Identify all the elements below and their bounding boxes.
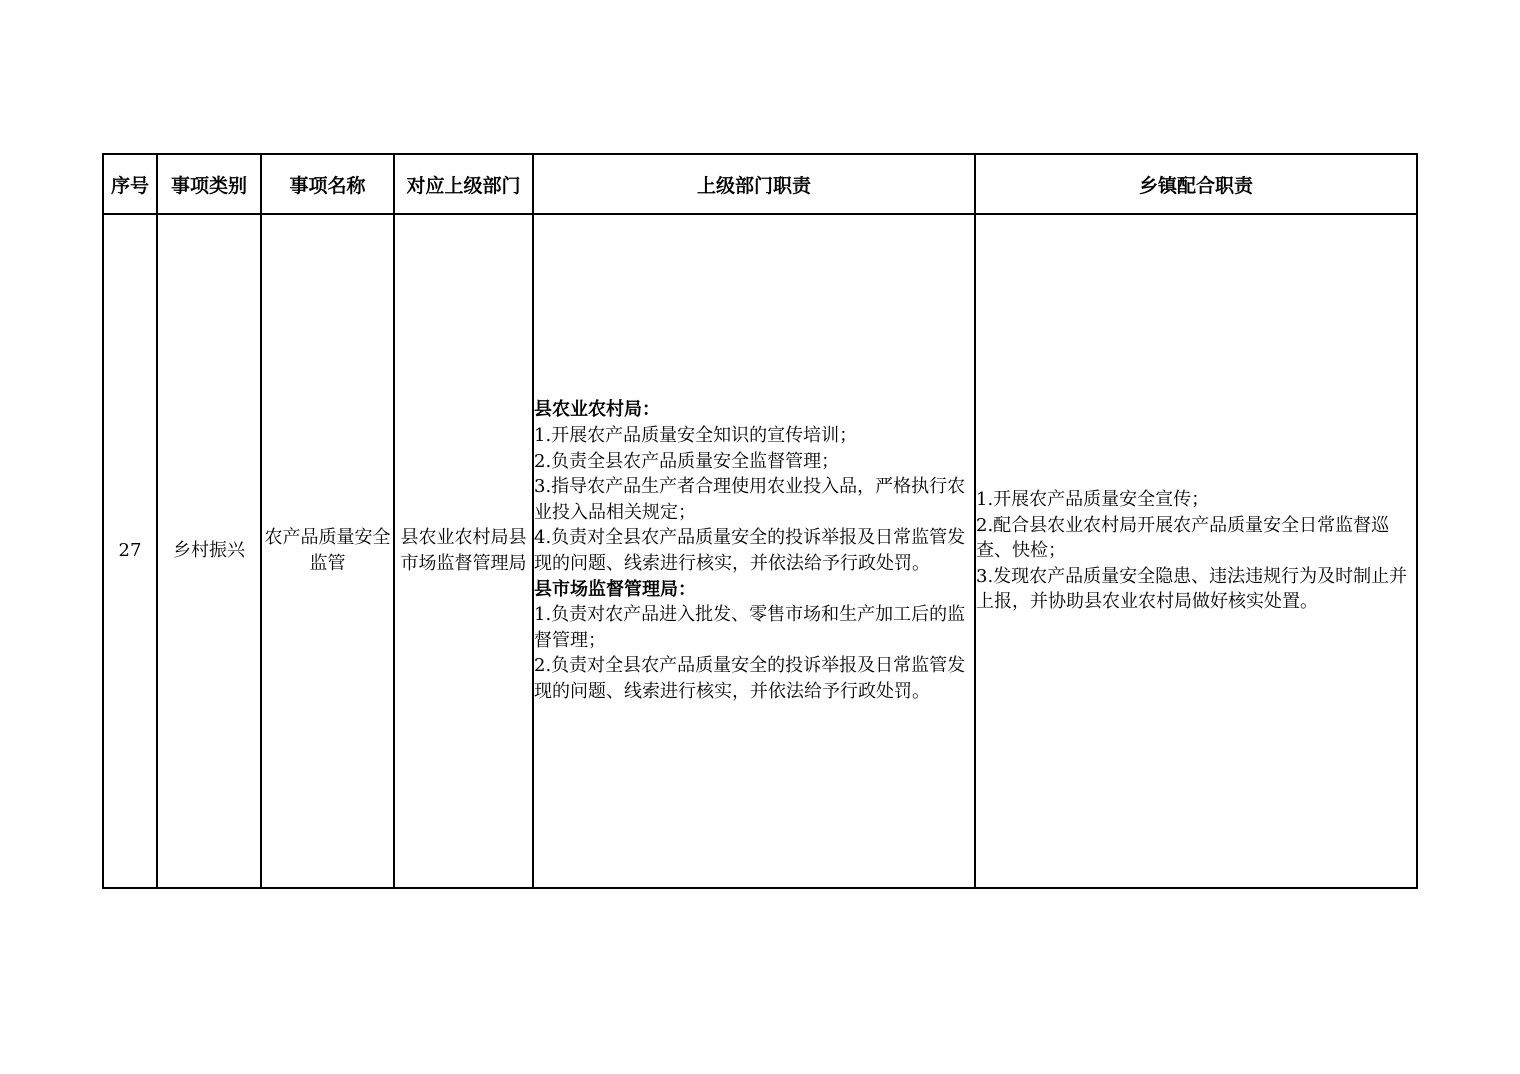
header-dept: 对应上级部门	[394, 154, 533, 214]
table-row	[103, 214, 1417, 888]
header-category: 事项类别	[157, 154, 261, 214]
cell-name: 农产品质量安全监管	[261, 214, 394, 888]
header-township-duties: 乡镇配合职责	[975, 154, 1417, 214]
cell-township-duties	[975, 214, 1417, 888]
header-name: 事项名称	[261, 154, 394, 214]
township-duty-item: 2.配合县农业农村局开展农产品质量安全日常监督巡查、快检；	[976, 514, 1390, 562]
superior-block1-item: 1.开展农产品质量安全知识的宣传培训；	[534, 425, 858, 447]
superior-block2-item: 1.负责对农产品进入批发、零售市场和生产加工后的监督管理；	[534, 604, 966, 651]
superior-block2-title: 县市场监督管理局：	[534, 578, 696, 600]
superior-block2-item: 2.负责对全县农产品质量安全的投诉举报及日常监管发现的问题、线索进行核实，并依法给予行政处罚。	[534, 655, 966, 702]
cell-seq: 27	[103, 214, 157, 888]
township-duty-item: 1.开展农产品质量安全宣传；	[976, 489, 1210, 511]
cell-superior-duties	[533, 214, 975, 888]
header-row	[103, 154, 1417, 214]
header-seq: 序号	[103, 154, 157, 214]
cell-category: 乡村振兴	[157, 214, 261, 888]
duty-table	[102, 153, 1418, 889]
superior-block1-item: 3.指导农产品生产者合理使用农业投入品，严格执行农业投入品相关规定；	[534, 476, 966, 523]
superior-block1-item: 4.负责对全县农产品质量安全的投诉举报及日常监管发现的问题、线索进行核实，并依法给予行政处罚。	[534, 527, 966, 574]
superior-block1-title: 县农业农村局：	[534, 399, 660, 421]
header-superior-duties: 上级部门职责	[533, 154, 975, 214]
cell-dept: 县农业农村局县市场监督管理局	[394, 214, 533, 888]
township-duty-item: 3.发现农产品质量安全隐患、违法违规行为及时制止并上报，并协助县农业农村局做好核实处置。	[976, 565, 1408, 613]
superior-block1-item: 2.负责全县农产品质量安全监督管理；	[534, 450, 840, 472]
